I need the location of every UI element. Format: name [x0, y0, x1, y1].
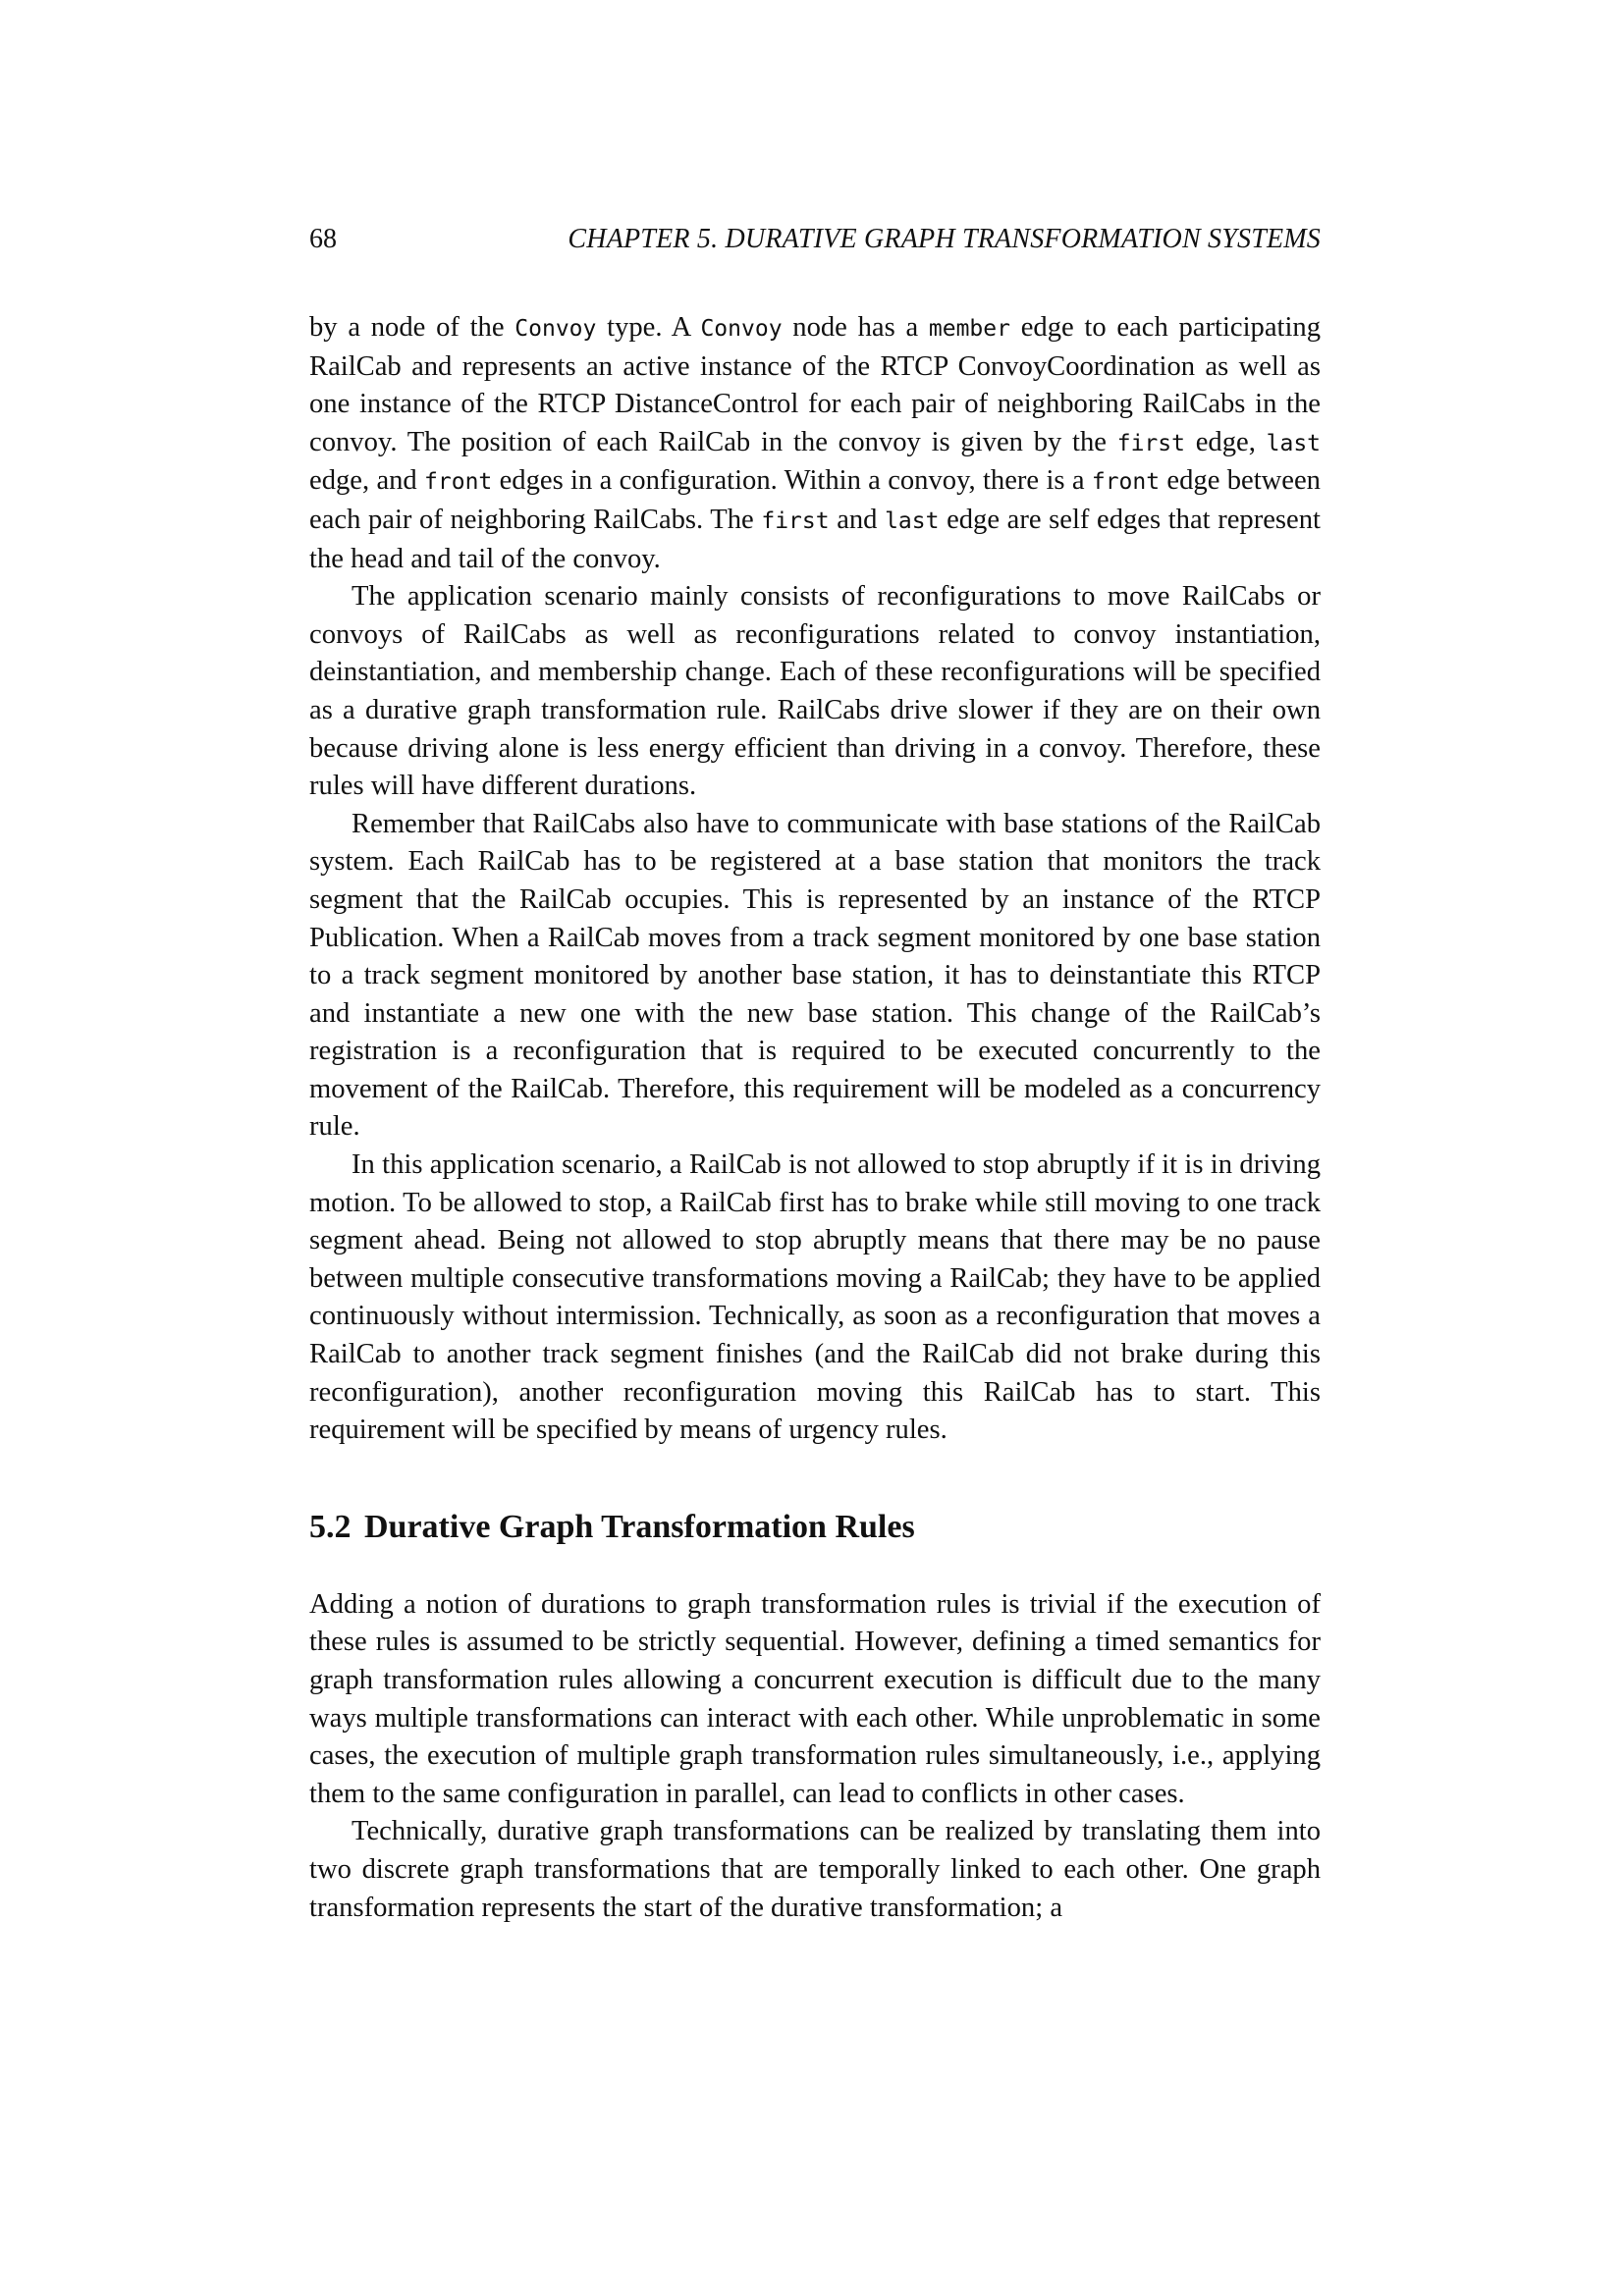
paragraph-technical-realization: Technically, durative graph transformations can be realized by translating them into two discrete graph transformations that are temporally linked to each other. One graph transformation represents the start of the durative transformation; a	[309, 1816, 1321, 1923]
code-front: front	[1091, 469, 1161, 496]
paragraph-urgency: In this application scenario, a RailCab is not allowed to stop abruptly if it is in driving motion. To be allowed to stop, a RailCab first has to brake while still moving to one track segment ahead. Being not allowed to stop abruptly means that there may be no pause between multiple consecutive transformations moving a RailCab; they have to be applied continuously without intermission. Technically, as soon as a reconfiguration that moves a RailCab to another track segment finishes (and the RailCab did not brake during this reconfiguration), another reconfiguration moving this RailCab has to start. This requirement will be specified by means of urgency rules.	[309, 1149, 1321, 1446]
text-run: edge, and	[309, 465, 425, 497]
body-text	[309, 309, 1321, 1927]
code-last: last	[1266, 430, 1322, 456]
code-front: front	[424, 469, 493, 496]
text-run: edge between each pair of neighboring RailCabs. The	[309, 465, 1321, 535]
text-run: type. A	[596, 312, 701, 343]
paragraph-convoy-description	[309, 309, 1321, 578]
text-run: edges in a configuration. Within a convoy, there is a	[492, 465, 1092, 497]
running-header	[309, 220, 1321, 259]
text-run: edge to each participating RailCab and represents an active instance of the RTCP ConvoyCoordination as well as one instance of the RTCP DistanceControl for each pair of neighboring RailCabs in the convoy. The position of each RailCab in the convoy is given by the	[309, 312, 1321, 457]
code-convoy: Convoy	[514, 316, 597, 342]
text-run: edge,	[1184, 426, 1267, 457]
text-run: edge are self edges that represent the head and tail of the convoy.	[309, 504, 1321, 574]
paragraph-base-stations: Remember that RailCabs also have to communicate with base stations of the RailCab system. Each RailCab has to be registered at a base station that monitors the track segment that the RailCab occupies. This is represented by an instance of the RTCP Publication. When a RailCab moves from a track segment monitored by one base station to a track segment monitored by another base station, it has to deinstantiate this RTCP and instantiate a new one with the new base station. This change of the RailCab’s registration is a reconfiguration that is required to be executed concurrently to the movement of the RailCab. Therefore, this requirement will be modeled as a concurrency rule.	[309, 808, 1321, 1143]
code-first: first	[1116, 430, 1185, 456]
code-member: member	[928, 316, 1010, 342]
text-run: node has a	[782, 312, 929, 343]
chapter-title: CHAPTER 5. DURATIVE GRAPH TRANSFORMATION SYSTEMS	[568, 224, 1321, 254]
section-heading	[309, 1506, 1321, 1549]
paragraph-application-scenario: The application scenario mainly consists of reconfigurations to move RailCabs or convoys of RailCabs as well as reconfigurations related to convoy instantiation, deinstantiation, and membership change. Each of these reconfigurations will be specified as a durative graph transformation rule. RailCabs drive slower if they are on their own because driving alone is less energy efficient than driving in a convoy. Therefore, these rules will have different durations.	[309, 581, 1321, 802]
paragraph-durations: Adding a notion of durations to graph transformation rules is trivial if the execution of these rules is assumed to be strictly sequential. However, defining a timed semantics for graph transformation rules allowing a concurrent execution is difficult due to the many ways multiple transformations can interact with each other. While unproblematic in some cases, the execution of multiple graph transformation rules simultaneously, i.e., applying them to the same configuration in parallel, can lead to conflicts in other cases.	[309, 1588, 1321, 1809]
code-convoy: Convoy	[700, 316, 783, 342]
section-number: 5.2	[309, 1508, 352, 1545]
code-first: first	[761, 507, 830, 534]
code-last: last	[885, 507, 940, 534]
page-number: 68	[309, 224, 337, 254]
text-run: by a node of the	[309, 312, 515, 343]
section-title: Durative Graph Transformation Rules	[364, 1508, 915, 1545]
text-run: and	[829, 504, 886, 535]
